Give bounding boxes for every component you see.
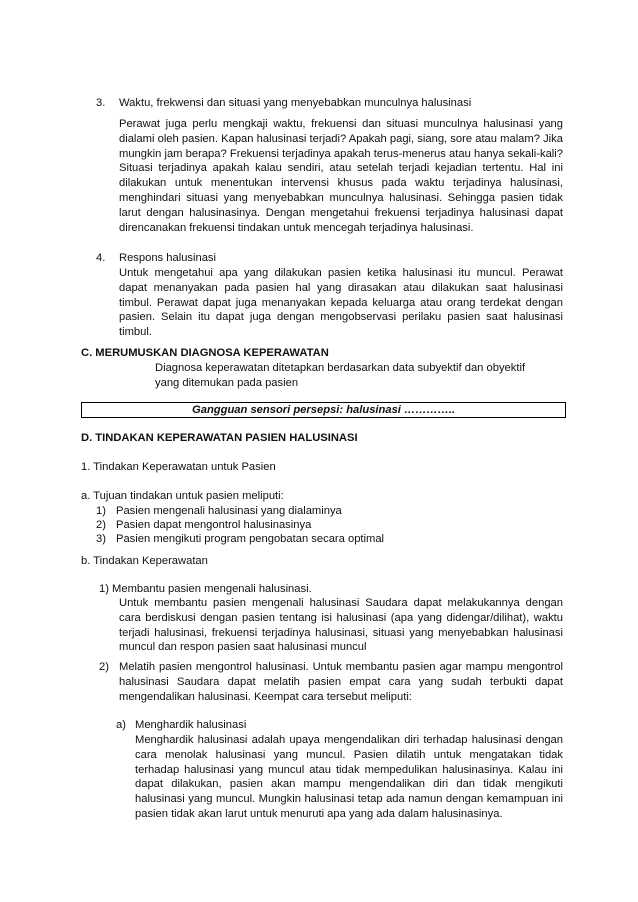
section-c-body-line-2: yang ditemukan pada pasien — [155, 377, 299, 389]
tujuan-item-3: Pasien mengikuti program pengobatan secara optimal — [116, 533, 385, 545]
step-2a-body: Menghardik halusinasi adalah upaya mengendalikan diri terhadap halusinasi dengan cara menolak halusinasi yang muncul. Pasien dilatih untuk mengatakan tidak terhadap halusinasi yang muncul atau tidak mempedulikan halusinasinya. Kalau ini dapat dilakukan, pasien akan mampu mengendalikan diri dan tidak mengikuti halusinasi yang muncul. Mungkin halusinasi tetap ada namun dengan kemampuan ini pasien tidak akan larut untuk menuruti apa yang ada dalam halusinasinya. — [135, 734, 563, 820]
item-4-body: Untuk mengetahui apa yang dilakukan pasien ketika halusinasi itu muncul. Perawat dapat menanyakan pada pasien hal yang dirasakan atau dilakukan saat halusinasi timbul. Perawat dapat juga menanyakan kepada keluarga atau orang terdekat dengan pasien. Selain itu dapat juga dengan mengobservasi perilaku pasien saat halusinasi timbul. — [119, 267, 563, 339]
step-2a-number: a) — [116, 719, 126, 731]
step-2-body: Melatih pasien mengontrol halusinasi. Untuk membantu pasien agar mampu mengontrol halusinasi Saudara dapat melatih pasien empat cara yang sudah terbukti dapat mengendalikan halusinasi. Keempat cara tersebut meliputi: — [119, 661, 563, 703]
section-d-sub-1: 1. Tindakan Keperawatan untuk Pasien — [81, 461, 276, 473]
step-1-body: Untuk membantu pasien mengenali halusinasi Saudara dapat melakukannya dengan cara berdiskusi dengan pasien tentang isi halusinasi (apa yang didengar/dilihat), waktu terjadi halusinasi, frekuensi terjadinya halusinasi, situasi yang menyebabkan halusinasi muncul dan respon pasien saat halusinasi muncul — [119, 597, 563, 654]
step-1-title: 1) Membantu pasien mengenali halusinasi. — [99, 583, 312, 595]
tujuan-item-3-number: 3) — [96, 533, 106, 545]
section-c-heading: C. MERUMUSKAN DIAGNOSA KEPERAWATAN — [81, 347, 329, 359]
item-4-title: Respons halusinasi — [119, 252, 217, 264]
tujuan-title: a. Tujuan tindakan untuk pasien meliputi: — [81, 490, 284, 502]
tindakan-title: b. Tindakan Keperawatan — [81, 555, 208, 567]
diagnosis-text: Gangguan sensori persepsi: halusinasi ………….. — [192, 404, 455, 416]
tujuan-item-2-number: 2) — [96, 519, 106, 531]
section-c-body-line-1: Diagnosa keperawatan ditetapkan berdasarkan data subyektif dan obyektif — [155, 362, 526, 374]
section-d-heading: D. TINDAKAN KEPERAWATAN PASIEN HALUSINASI — [81, 432, 358, 444]
tujuan-item-1-number: 1) — [96, 505, 106, 517]
step-2-number: 2) — [99, 661, 109, 673]
diagnosis-box — [81, 402, 566, 418]
step-2a-title: Menghardik halusinasi — [135, 719, 247, 731]
tujuan-item-1: Pasien mengenali halusinasi yang dialaminya — [116, 505, 342, 517]
item-3-number: 3. — [96, 97, 106, 109]
item-3-title: Waktu, frekwensi dan situasi yang menyebabkan munculnya halusinasi — [119, 97, 472, 109]
tujuan-item-2: Pasien dapat mengontrol halusinasinya — [116, 519, 312, 531]
item-3-body: Perawat juga perlu mengkaji waktu, frekuensi dan situasi munculnya halusinasi yang dialami oleh pasien. Kapan halusinasi terjadi? Apakah pagi, siang, sore atau malam? Jika mungkin jam berapa? Frekuensi terjadinya apakah terus-menerus atau hanya sekali-kali? Situasi terjadinya apakah kalau sendiri, atau setelah terjadi kejadian tertentu. Hal ini dilakukan untuk menentukan intervensi khusus pada waktu terjadinya halusinasi, menghindari situasi yang menyebabkan munculnya halusinasi. Sehingga pasien tidak larut dengan halusinasinya. Dengan mengetahui frekuensi terjadinya halusinasi dapat direncanakan frekuensi tindakan untuk mencegah terjadinya halusinasi. — [119, 118, 563, 234]
item-4-number: 4. — [96, 252, 106, 264]
